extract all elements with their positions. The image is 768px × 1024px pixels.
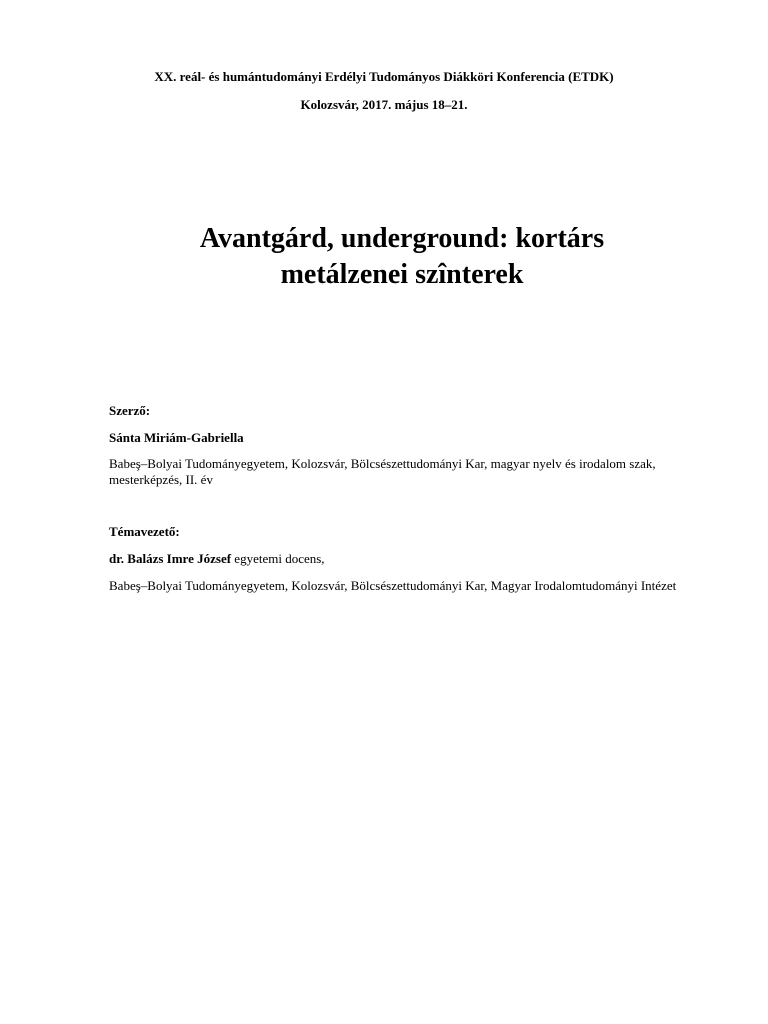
supervisor-name: dr. Balázs Imre József [109,551,232,566]
supervisor-affiliation: Babeş–Bolyai Tudományegyetem, Kolozsvár, Bölcsészettudományi Kar, Magyar Irodalomtudományi Intézet [109,578,677,593]
supervisor-label: Témavezető: [109,524,180,539]
author-affiliation: Babeş–Bolyai Tudományegyetem, Kolozsvár, Bölcsészettudományi Kar, magyar nyelv és irodalom szak, mesterképzés, II. év [109,456,656,487]
conference-name: XX. reál- és humántudományi Erdélyi Tudományos Diákköri Konferencia (ETDK) [154,69,614,84]
paper-title-line-2: metálzenei szînterek [280,259,524,290]
paper-title-line-1: Avantgárd, underground: kortárs [199,223,605,254]
supervisor-title: egyetemi docens, [231,551,325,566]
conference-place-date: Kolozsvár, 2017. május 18–21. [300,97,468,112]
supervisor-line [109,551,709,567]
author-label: Szerző: [109,403,151,418]
paper-title [0,221,768,293]
author-name: Sánta Miriám-Gabriella [109,430,244,445]
